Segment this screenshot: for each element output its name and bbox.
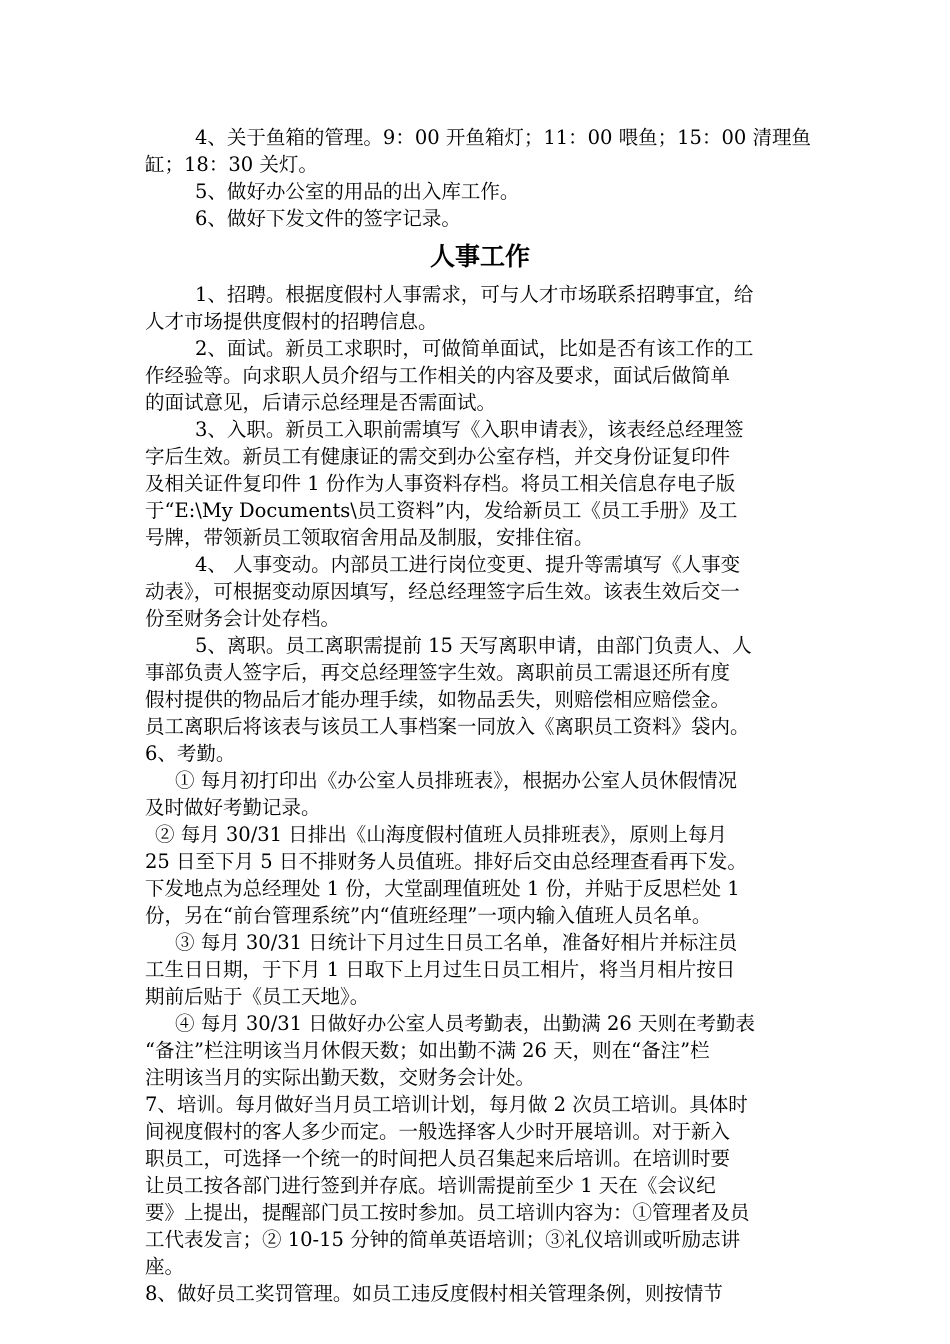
text-line: 的面试意见，后请示总经理是否需面试。: [145, 391, 497, 414]
text-line: 6、考勤。: [145, 742, 236, 765]
text-line: 事部负责人签字后，再交总经理签字生效。离职前员工需退还所有度: [145, 661, 731, 684]
text-line: 要》上提出，提醒部门员工按时参加。员工培训内容为：①管理者及员: [145, 1201, 750, 1224]
text-line: 及时做好考勤记录。: [145, 796, 321, 819]
text-line: 缸；18：30 关灯。: [145, 153, 318, 176]
document-page: [145, 124, 815, 1307]
text-line: 员工离职后将该表与该员工人事档案一同放入《离职员工资料》袋内。: [145, 715, 750, 738]
text-line: 25 日至下月 5 日不排财务人员值班。排好后交由总经理查看再下发。: [145, 850, 747, 873]
text-line: 于“E:\My Documents\员工资料”内，发给新员工《员工手册》及工: [145, 499, 738, 522]
text-line: ② 每月 30/31 日排出《山海度假村值班人员排班表》，原则上每月: [155, 823, 728, 846]
text-line: 人才市场提供度假村的招聘信息。: [145, 310, 438, 333]
text-line: 号牌，带领新员工领取宿舍用品及制服，安排住宿。: [145, 526, 594, 549]
text-line: 5、做好办公室的用品的出入库工作。: [195, 180, 520, 203]
text-line: 份至财务会计处存档。: [145, 607, 341, 630]
section-before-title: [145, 124, 815, 232]
text-line: “备注”栏注明该当月休假天数；如出勤不满 26 天，则在“备注”栏: [145, 1039, 710, 1062]
text-line: 期前后贴于《员工天地》。: [145, 985, 370, 1008]
text-line: 职员工，可选择一个统一的时间把人员召集起来后培训。在培训时要: [145, 1147, 731, 1170]
text-line: 8、做好员工奖罚管理。如员工违反度假村相关管理条例，则按情节: [145, 1282, 723, 1305]
text-line: 假村提供的物品后才能办理手续，如物品丢失，则赔偿相应赔偿金。: [145, 688, 731, 711]
text-line: 让员工按各部门进行签到并存底。培训需提前至少 1 天在《会议纪: [145, 1174, 716, 1197]
section-body: [145, 281, 815, 1307]
text-line: 7、培训。每月做好当月员工培训计划，每月做 2 次员工培训。具体时: [145, 1093, 748, 1116]
text-line: ③ 每月 30/31 日统计下月过生日员工名单，准备好相片并标注员: [175, 931, 738, 954]
text-line: ① 每月初打印出《办公室人员排班表》，根据办公室人员休假情况: [175, 769, 737, 792]
text-line: 注明该当月的实际出勤天数，交财务会计处。: [145, 1066, 536, 1089]
section-title: 人事工作: [429, 242, 530, 271]
text-line: 份，另在“前台管理系统”内“值班经理”一项内输入值班人员名单。: [145, 904, 712, 927]
text-line: 及相关证件复印件 1 份作为人事资料存档。将员工相关信息存电子版: [145, 472, 736, 495]
text-line: 工生日日期，于下月 1 日取下上月过生日员工相片，将当月相片按日: [145, 958, 736, 981]
text-line: 4、 人事变动。内部员工进行岗位变更、提升等需填写《人事变: [195, 553, 741, 576]
text-line: 间视度假村的客人多少而定。一般选择客人少时开展培训。对于新入: [145, 1120, 731, 1143]
text-line: 下发地点为总经理处 1 份，大堂副理值班处 1 份，并贴于反思栏处 1: [145, 877, 740, 900]
text-line: 动表》，可根据变动原因填写，经总经理签字后生效。该表生效后交一: [145, 580, 740, 603]
text-line: 4、关于鱼箱的管理。9：00 开鱼箱灯；11：00 喂鱼；15：00 清理鱼: [195, 126, 811, 149]
text-line: 工代表发言；② 10-15 分钟的简单英语培训；③礼仪培训或听励志讲: [145, 1228, 741, 1251]
text-line: 1、招聘。根据度假村人事需求，可与人才市场联系招聘事宜，给: [195, 283, 754, 306]
text-line: 3、入职。新员工入职前需填写《入职申请表》，该表经总经理签: [195, 418, 744, 441]
text-line: 字后生效。新员工有健康证的需交到办公室存档，并交身份证复印件: [145, 445, 731, 468]
text-line: ④ 每月 30/31 日做好办公室人员考勤表，出勤满 26 天则在考勤表: [175, 1012, 756, 1035]
text-line: 作经验等。向求职人员介绍与工作相关的内容及要求，面试后做简单: [145, 364, 731, 387]
text-line: 座。: [145, 1255, 185, 1278]
text-line: 2、面试。新员工求职时，可做简单面试，比如是否有该工作的工: [195, 337, 754, 360]
text-line: 5、离职。员工离职需提前 15 天写离职申请，由部门负责人、人: [195, 634, 752, 657]
text-line: 6、做好下发文件的签字记录。: [195, 207, 461, 230]
